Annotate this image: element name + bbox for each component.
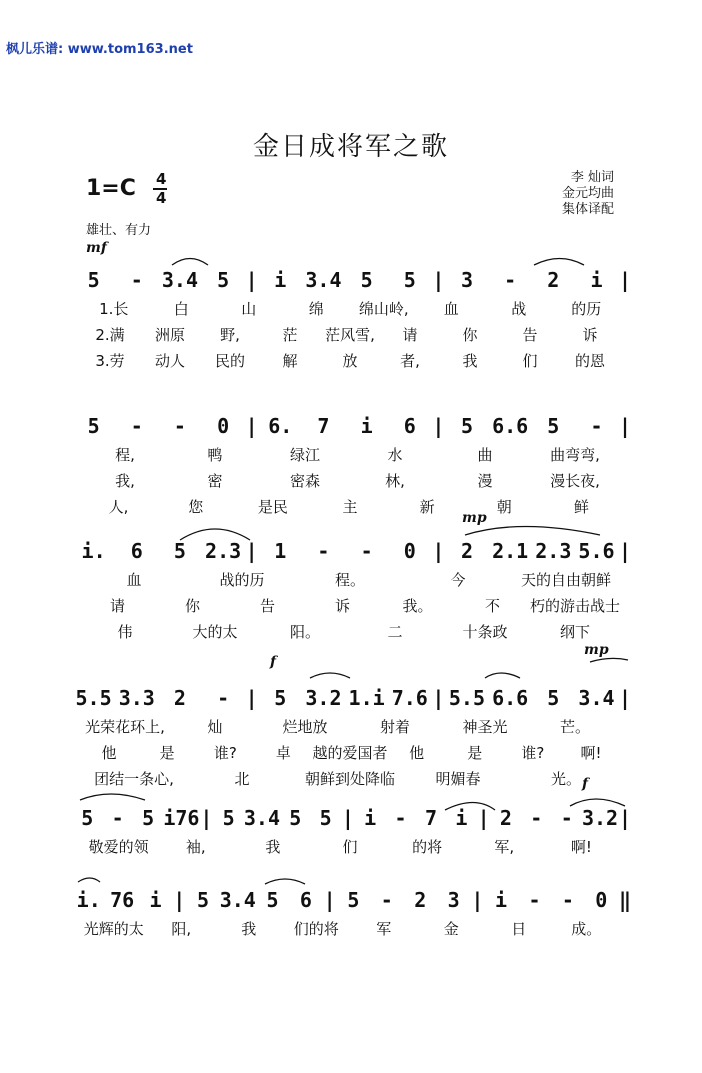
note: 3.4 — [243, 806, 280, 830]
lyric-syllable: 是 — [467, 744, 483, 762]
lyric-syllable: 林, — [385, 472, 405, 490]
barline: | — [619, 414, 632, 438]
barline: | — [245, 268, 258, 292]
note: 5.5 — [75, 686, 112, 710]
lyric-syllable: 大的太 — [192, 623, 238, 641]
lyric-syllable: 鲜 — [573, 498, 589, 516]
note: - — [528, 888, 541, 912]
lyric-syllable: 军 — [376, 920, 392, 938]
dynamic-f: f — [270, 654, 277, 670]
lyric-syllable: 我 — [462, 352, 478, 370]
lyric-line-2-3 — [80, 496, 620, 517]
lyric-line-2-2 — [80, 470, 620, 491]
note: 5 — [87, 268, 100, 292]
note: 5 — [289, 806, 302, 830]
lyric-syllable: 啊! — [580, 744, 602, 762]
translator-credit: 集体译配 — [561, 202, 614, 217]
lyric-syllable: 绵 — [308, 300, 324, 318]
lyric-syllable: 北 — [234, 770, 250, 788]
note: 76 — [110, 888, 135, 912]
note: 0 — [403, 539, 416, 563]
lyric-syllable: 光。 — [550, 770, 581, 788]
time-signature-top: 4 — [156, 170, 167, 188]
note: 1.i — [348, 686, 385, 710]
note: - — [130, 268, 143, 292]
note: - — [530, 806, 543, 830]
lyric-syllable: 绿江 — [289, 446, 320, 464]
note: 2 — [499, 806, 512, 830]
note: 7 — [424, 806, 437, 830]
lyric-syllable: 他 — [409, 744, 425, 762]
lyric-syllable: 日 — [511, 920, 527, 938]
lyricist-credit: 李 灿词 — [570, 170, 614, 185]
lyric-syllable: 主 — [342, 498, 358, 516]
barline: | — [173, 888, 186, 912]
note: i. — [81, 539, 106, 563]
lyric-line-1-3 — [80, 350, 620, 371]
barline: | — [432, 539, 445, 563]
notes-row-6 — [72, 888, 632, 912]
dynamic-mp: mp — [462, 510, 487, 526]
lyric-syllable: 水 — [387, 446, 403, 464]
lyric-syllable: 绵山岭, — [358, 300, 409, 318]
note: - — [360, 539, 373, 563]
lyric-syllable: 二 — [387, 623, 403, 641]
note: 2.3 — [205, 539, 242, 563]
lyric-syllable: 密 — [207, 472, 223, 490]
dynamic-mf: mf — [86, 240, 107, 256]
lyric-syllable: 是民 — [257, 498, 288, 516]
note: 3.2 — [305, 686, 342, 710]
lyric-syllable: 光辉的太 — [83, 920, 144, 938]
note: 5 — [222, 806, 235, 830]
barline: | — [245, 686, 258, 710]
note: 5 — [81, 806, 94, 830]
notes-row-2 — [72, 414, 632, 438]
lyric-syllable: 十条政 — [462, 623, 508, 641]
lyric-syllable: 请 — [109, 597, 125, 615]
note: 3 — [460, 268, 473, 292]
lyric-syllable: 你 — [462, 326, 478, 344]
note: i. — [76, 888, 101, 912]
lyric-syllable: 者, — [400, 352, 420, 370]
lyric-syllable: 我 — [241, 920, 257, 938]
lyric-syllable: 明媚春 — [435, 770, 481, 788]
lyric-syllable: 卓 — [275, 744, 291, 762]
note: - — [504, 268, 517, 292]
note: 5 — [217, 268, 230, 292]
lyric-syllable: 纲下 — [559, 623, 590, 641]
barline: ‖ — [619, 888, 632, 912]
note: - — [317, 539, 330, 563]
lyric-syllable: 团结一条心, — [94, 770, 174, 788]
lyric-syllable: 解 — [282, 352, 298, 370]
tempo-marking: 雄壮、有力 — [86, 223, 152, 238]
lyric-syllable: 2.满 — [95, 326, 125, 344]
lyric-line-3-1 — [80, 569, 620, 590]
lyric-syllable: 光荣花环上, — [85, 718, 165, 736]
note: 6 — [299, 888, 312, 912]
barline: | — [341, 806, 354, 830]
barline: | — [245, 414, 258, 438]
note: 5 — [266, 888, 279, 912]
note: 5 — [347, 888, 360, 912]
note: - — [380, 888, 393, 912]
note: 6.6 — [492, 414, 529, 438]
lyric-syllable: 神圣光 — [462, 718, 508, 736]
lyric-syllable: 山 — [241, 300, 257, 318]
note: i — [149, 888, 162, 912]
note: - — [561, 888, 574, 912]
dynamic-mp-2: mp — [584, 642, 609, 658]
lyric-syllable: 民的 — [214, 352, 245, 370]
note: 5 — [460, 414, 473, 438]
lyric-syllable: 越的爱国者 — [312, 744, 388, 762]
lyric-syllable: 您 — [188, 498, 204, 516]
lyric-line-5-1 — [80, 836, 620, 857]
lyric-syllable: 动人 — [154, 352, 185, 370]
note: 7.6 — [391, 686, 428, 710]
lyric-syllable: 3.劳 — [95, 352, 125, 370]
lyric-syllable: 我, — [115, 472, 135, 490]
note: 2.1 — [492, 539, 529, 563]
lyric-syllable: 告 — [522, 326, 538, 344]
note: 5 — [360, 268, 373, 292]
lyric-line-4-3 — [80, 768, 620, 789]
dynamic-f-2: f — [582, 776, 589, 792]
lyric-syllable: 密森 — [289, 472, 320, 490]
lyric-syllable: 野, — [220, 326, 240, 344]
lyric-syllable: 漫长夜, — [550, 472, 600, 490]
note: - — [173, 414, 186, 438]
notes-row-5 — [72, 806, 632, 830]
lyric-syllable: 的历 — [571, 300, 602, 318]
song-title: 金日成将军之歌 — [252, 132, 449, 162]
note: - — [217, 686, 230, 710]
note: 5 — [274, 686, 287, 710]
barline: | — [477, 806, 490, 830]
note: - — [590, 414, 603, 438]
note: 2.3 — [535, 539, 572, 563]
note: 2 — [460, 539, 473, 563]
lyric-line-3-2 — [80, 595, 620, 616]
lyric-syllable: 朝 — [496, 498, 512, 516]
lyric-syllable: 茫风雪, — [325, 326, 375, 344]
lyric-syllable: 敬爱的领 — [88, 838, 149, 856]
lyric-line-1-1 — [80, 298, 620, 319]
lyric-syllable: 请 — [402, 326, 418, 344]
note: i — [455, 806, 468, 830]
lyric-syllable: 漫 — [477, 472, 493, 490]
composer-credit: 金元均曲 — [561, 186, 614, 201]
note: 3.4 — [161, 268, 198, 292]
note: 5 — [319, 806, 332, 830]
lyric-syllable: 不 — [484, 597, 500, 615]
note: 5 — [173, 539, 186, 563]
lyric-line-1-2 — [80, 324, 620, 345]
lyric-syllable: 谁? — [521, 744, 545, 762]
note: 6 — [130, 539, 143, 563]
note: 0 — [595, 888, 608, 912]
lyric-line-4-1 — [80, 716, 620, 737]
barline: | — [432, 268, 445, 292]
lyric-syllable: 们 — [522, 352, 538, 370]
lyric-syllable: 阳。 — [289, 623, 320, 641]
lyric-syllable: 鸭 — [207, 446, 223, 464]
lyric-syllable: 战 — [511, 300, 527, 318]
note: i — [495, 888, 508, 912]
lyric-line-6-1 — [80, 918, 620, 939]
barline: | — [619, 539, 632, 563]
lyric-syllable: 我 — [265, 838, 281, 856]
lyric-syllable: 告 — [259, 597, 275, 615]
key-signature: 1=C — [86, 176, 136, 201]
barline: | — [619, 686, 632, 710]
note: 5 — [403, 268, 416, 292]
lyric-syllable: 袖, — [185, 838, 206, 856]
lyric-syllable: 们的将 — [293, 920, 339, 938]
lyric-syllable: 血 — [126, 571, 142, 589]
note: i76 — [163, 806, 200, 830]
lyric-syllable: 人, — [108, 498, 129, 516]
barline: | — [432, 414, 445, 438]
note: 1 — [274, 539, 287, 563]
note: 0 — [217, 414, 230, 438]
notes-row-3 — [72, 539, 632, 563]
barline: | — [245, 539, 258, 563]
lyric-syllable: 新 — [419, 498, 435, 516]
note: 5.6 — [578, 539, 615, 563]
note: i — [364, 806, 377, 830]
lyric-line-3-3 — [80, 621, 620, 642]
note: 3 — [447, 888, 460, 912]
note: 3.2 — [581, 806, 619, 830]
lyric-syllable: 今 — [450, 571, 466, 589]
lyric-syllable: 伟 — [117, 623, 133, 641]
note: i — [590, 268, 603, 292]
note: 5 — [196, 888, 209, 912]
barline: | — [619, 268, 632, 292]
lyric-syllable: 洲原 — [154, 326, 185, 344]
barline: | — [323, 888, 336, 912]
watermark: 枫儿乐谱: www.tom163.net — [6, 42, 193, 57]
lyric-syllable: 你 — [184, 597, 200, 615]
barline: | — [619, 806, 632, 830]
lyric-syllable: 成。 — [571, 920, 602, 938]
notes-row-1 — [72, 268, 632, 292]
lyric-syllable: 天的自由朝鲜 — [520, 571, 611, 589]
lyric-syllable: 的将 — [412, 838, 443, 856]
lyric-syllable: 金 — [443, 920, 459, 938]
note: 2 — [547, 268, 560, 292]
lyric-syllable: 茫 — [282, 326, 298, 344]
note: 5.5 — [448, 686, 486, 710]
lyric-syllable: 朽的游击战士 — [530, 597, 621, 615]
note: i — [360, 414, 373, 438]
lyric-syllable: 的恩 — [574, 352, 605, 370]
lyric-line-2-1 — [80, 444, 620, 465]
note: 5 — [87, 414, 100, 438]
lyric-syllable: 芒。 — [559, 718, 590, 736]
lyric-syllable: 灿 — [207, 718, 223, 736]
barline: | — [471, 888, 484, 912]
lyric-line-4-2 — [80, 742, 620, 763]
lyric-syllable: 射着 — [379, 718, 410, 736]
note: 2 — [173, 686, 186, 710]
lyric-syllable: 程, — [115, 446, 135, 464]
lyric-syllable: 诉 — [334, 597, 350, 615]
note: 5 — [142, 806, 155, 830]
note: i — [274, 268, 287, 292]
note: - — [394, 806, 407, 830]
lyric-syllable: 诉 — [582, 326, 598, 344]
time-signature-bottom: 4 — [156, 189, 167, 207]
lyric-syllable: 放 — [342, 352, 358, 370]
note: - — [560, 806, 573, 830]
note: 6.6 — [492, 686, 529, 710]
lyric-syllable: 曲 — [477, 446, 493, 464]
note: - — [111, 806, 124, 830]
lyric-syllable: 程。 — [334, 571, 365, 589]
lyric-syllable: 们 — [342, 838, 358, 856]
lyric-syllable: 军, — [494, 838, 515, 856]
note: 3.4 — [219, 888, 256, 912]
notes-row-4 — [72, 686, 632, 710]
lyric-syllable: 烂地放 — [282, 718, 328, 736]
lyric-syllable: 我。 — [402, 597, 433, 615]
lyric-syllable: 朝鲜到处降临 — [304, 770, 395, 788]
note: - — [130, 414, 143, 438]
lyric-syllable: 曲弯弯, — [550, 446, 600, 464]
lyric-syllable: 他 — [101, 744, 117, 762]
note: 3.4 — [578, 686, 615, 710]
note: 3.3 — [118, 686, 155, 710]
note: 6 — [403, 414, 416, 438]
lyric-syllable: 阳, — [171, 920, 192, 938]
note: 6. — [268, 414, 293, 438]
barline: | — [200, 806, 213, 830]
note: 3.4 — [305, 268, 342, 292]
lyric-syllable: 白 — [173, 300, 189, 318]
note: 5 — [547, 414, 560, 438]
lyric-syllable: 1.长 — [99, 300, 129, 318]
note: 7 — [317, 414, 330, 438]
lyric-syllable: 谁? — [213, 744, 237, 762]
lyric-syllable: 是 — [159, 744, 175, 762]
lyric-syllable: 啊! — [570, 838, 592, 856]
note: 2 — [414, 888, 427, 912]
barline: | — [432, 686, 445, 710]
note: 5 — [547, 686, 560, 710]
lyric-syllable: 战的历 — [219, 571, 265, 589]
lyric-syllable: 血 — [443, 300, 459, 318]
